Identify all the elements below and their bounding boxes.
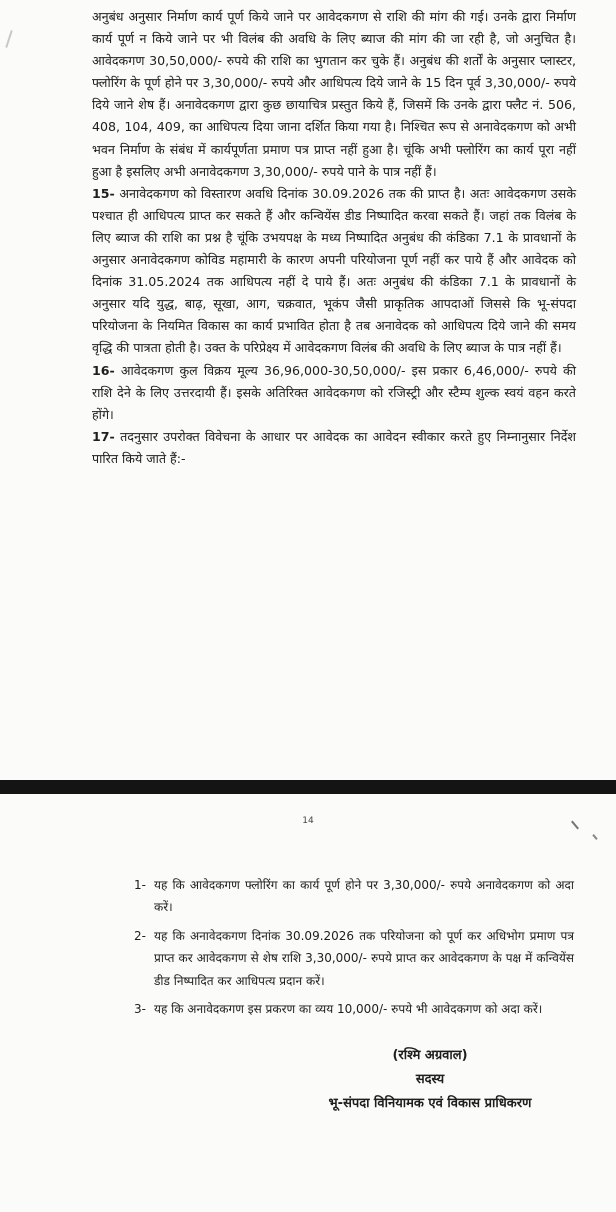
page-separator [0,780,616,794]
direction-number: 3- [134,1002,146,1017]
direction-item [134,874,574,919]
paragraph-number: 17- [92,428,115,444]
signatory-name: (रश्मि अग्रवाल) [392,1048,468,1063]
paragraph-intro: अनुबंध अनुसार निर्माण कार्य पूर्ण किये जाने पर आवेदकगण से राशि की मांग की गई। उनके द्वारा निर्माण कार्य पूर्ण न किये जाने पर भी विलंब की अवधि के लिए ब्याज की मांग की जा रही है, जो अनुचित है। आवेदकगण 30,50,000/- रुपये की राशि का भुगतान कर चुके हैं। अनुबंध की शर्तों के अनुसार प्लास्टर, फ्लोरिंग के पूर्ण होने पर 3,30,000/- रुपये और आधिपत्य दिये जाने के 15 दिन पूर्व 3,30,000/- रुपये दिये जाने शेष हैं। अनावेदकगण द्वारा कुछ छायाचित्र प्रस्तुत किये हैं, जिसमें कि उनके द्वारा फ्लैट नं. 506, 408, 104, 409, का आधिपत्य दिया जाना दर्शित किया गया है। निश्चित रूप से अनावेदकगण को अभी भवन निर्माण के संबंध में कार्यपूर्णता प्रमाण पत्र प्राप्त नहीं हुआ है। चूंकि अभी फ्लोरिंग का कार्य पूरा नहीं हुआ है इसलिए अभी अनावेदकगण 3,30,000/- रुपये पाने के पात्र नहीं हैं। [92,9,576,179]
direction-text: यह कि अनावेदकगण इस प्रकरण का व्यय 10,000/- रुपये भी आवेदकगण को अदा करें। [154,1002,543,1017]
signature-block [270,1044,590,1116]
paragraph-17 [92,426,576,470]
paragraph-text: अनावेदकगण को विस्तारण अवधि दिनांक 30.09.2026 तक की प्राप्त है। अतः आवेदकगण उसके पश्चात ही आधिपत्य प्राप्त कर सकते हैं और कन्वियेंस डीड निष्पादित करवा सकते हैं। जहां तक विलंब के लिए ब्याज की राशि का प्रश्न है चूंकि उभयपक्ष के मध्य निष्पादित अनुबंध की कंडिका 7.1 के प्रावधानों के अनुसार अनावेदकगण कोविड महामारी के कारण अपनी परियोजना पूर्ण नहीं कर पाये हैं और आवेदक को दिनांक 31.05.2024 तक आधिपत्य नहीं दे पाये हैं। अतः अनुबंध की कंडिका 7.1 के प्रावधानों के अनुसार यदि युद्ध, बाढ़, सूखा, आग, चक्रवात, भूकंप जैसी प्राकृतिक आपदाओं जिससे कि भू-संपदा परियोजना के नियमित विकास का कार्य प्रभावित होता है तब अनावेदक को आधिपत्य दिये जाने की समय वृद्धि की पात्रता होती है। उक्त के परिप्रेक्ष्य में आवेदकगण विलंब की अवधि के लिए ब्याज के पात्र नहीं हैं। [92,185,576,356]
scan-mark [592,834,597,840]
paragraph-text: आवेदकगण कुल विक्रय मूल्य 36,96,000-30,50,000/- इस प्रकार 6,46,000/- रुपये की राशि देने के लिए उत्तरदायी हैं। इसके अतिरिक्त आवेदकगण को रजिस्ट्री और स्टैम्प शुल्क स्वयं वहन करते होंगे। [92,362,576,422]
paragraph-number: 15- [92,185,115,201]
signatory-role: सदस्य [415,1072,445,1087]
paragraph-16 [92,360,576,426]
page-number: 14 [302,816,314,826]
signatory-organization: भू-संपदा विनियामक एवं विकास प्राधिकरण [328,1096,532,1111]
direction-item [134,998,574,1020]
document-page-2 [0,794,616,1212]
paragraph-number: 16- [92,362,115,378]
page-1-body [92,6,576,470]
scan-mark [5,30,12,48]
direction-item [134,925,574,992]
paragraph-text: तदनुसार उपरोक्त विवेचना के आधार पर आवेदक का आवेदन स्वीकार करते हुए निम्नानुसार निर्देश पारित किये जाते हैं:- [92,428,576,466]
direction-number: 2- [134,928,146,943]
direction-number: 1- [134,878,146,892]
direction-text: यह कि अनावेदकगण दिनांक 30.09.2026 तक परियोजना को पूर्ण कर अधिभोग प्रमाण पत्र प्राप्त कर आवेदकगण से शेष राशि 3,30,000/- रुपये प्राप्त कर आवेदकगण के पक्ष में कन्वियेंस डीड निष्पादित कर आधिपत्य प्रदान करें। [154,928,574,988]
directions-list [134,874,574,1026]
direction-text: यह कि आवेदकगण फ्लोरिंग का कार्य पूर्ण होने पर 3,30,000/- रुपये अनावेदकगण को अदा करें। [154,878,574,915]
paragraph-15 [92,183,576,360]
